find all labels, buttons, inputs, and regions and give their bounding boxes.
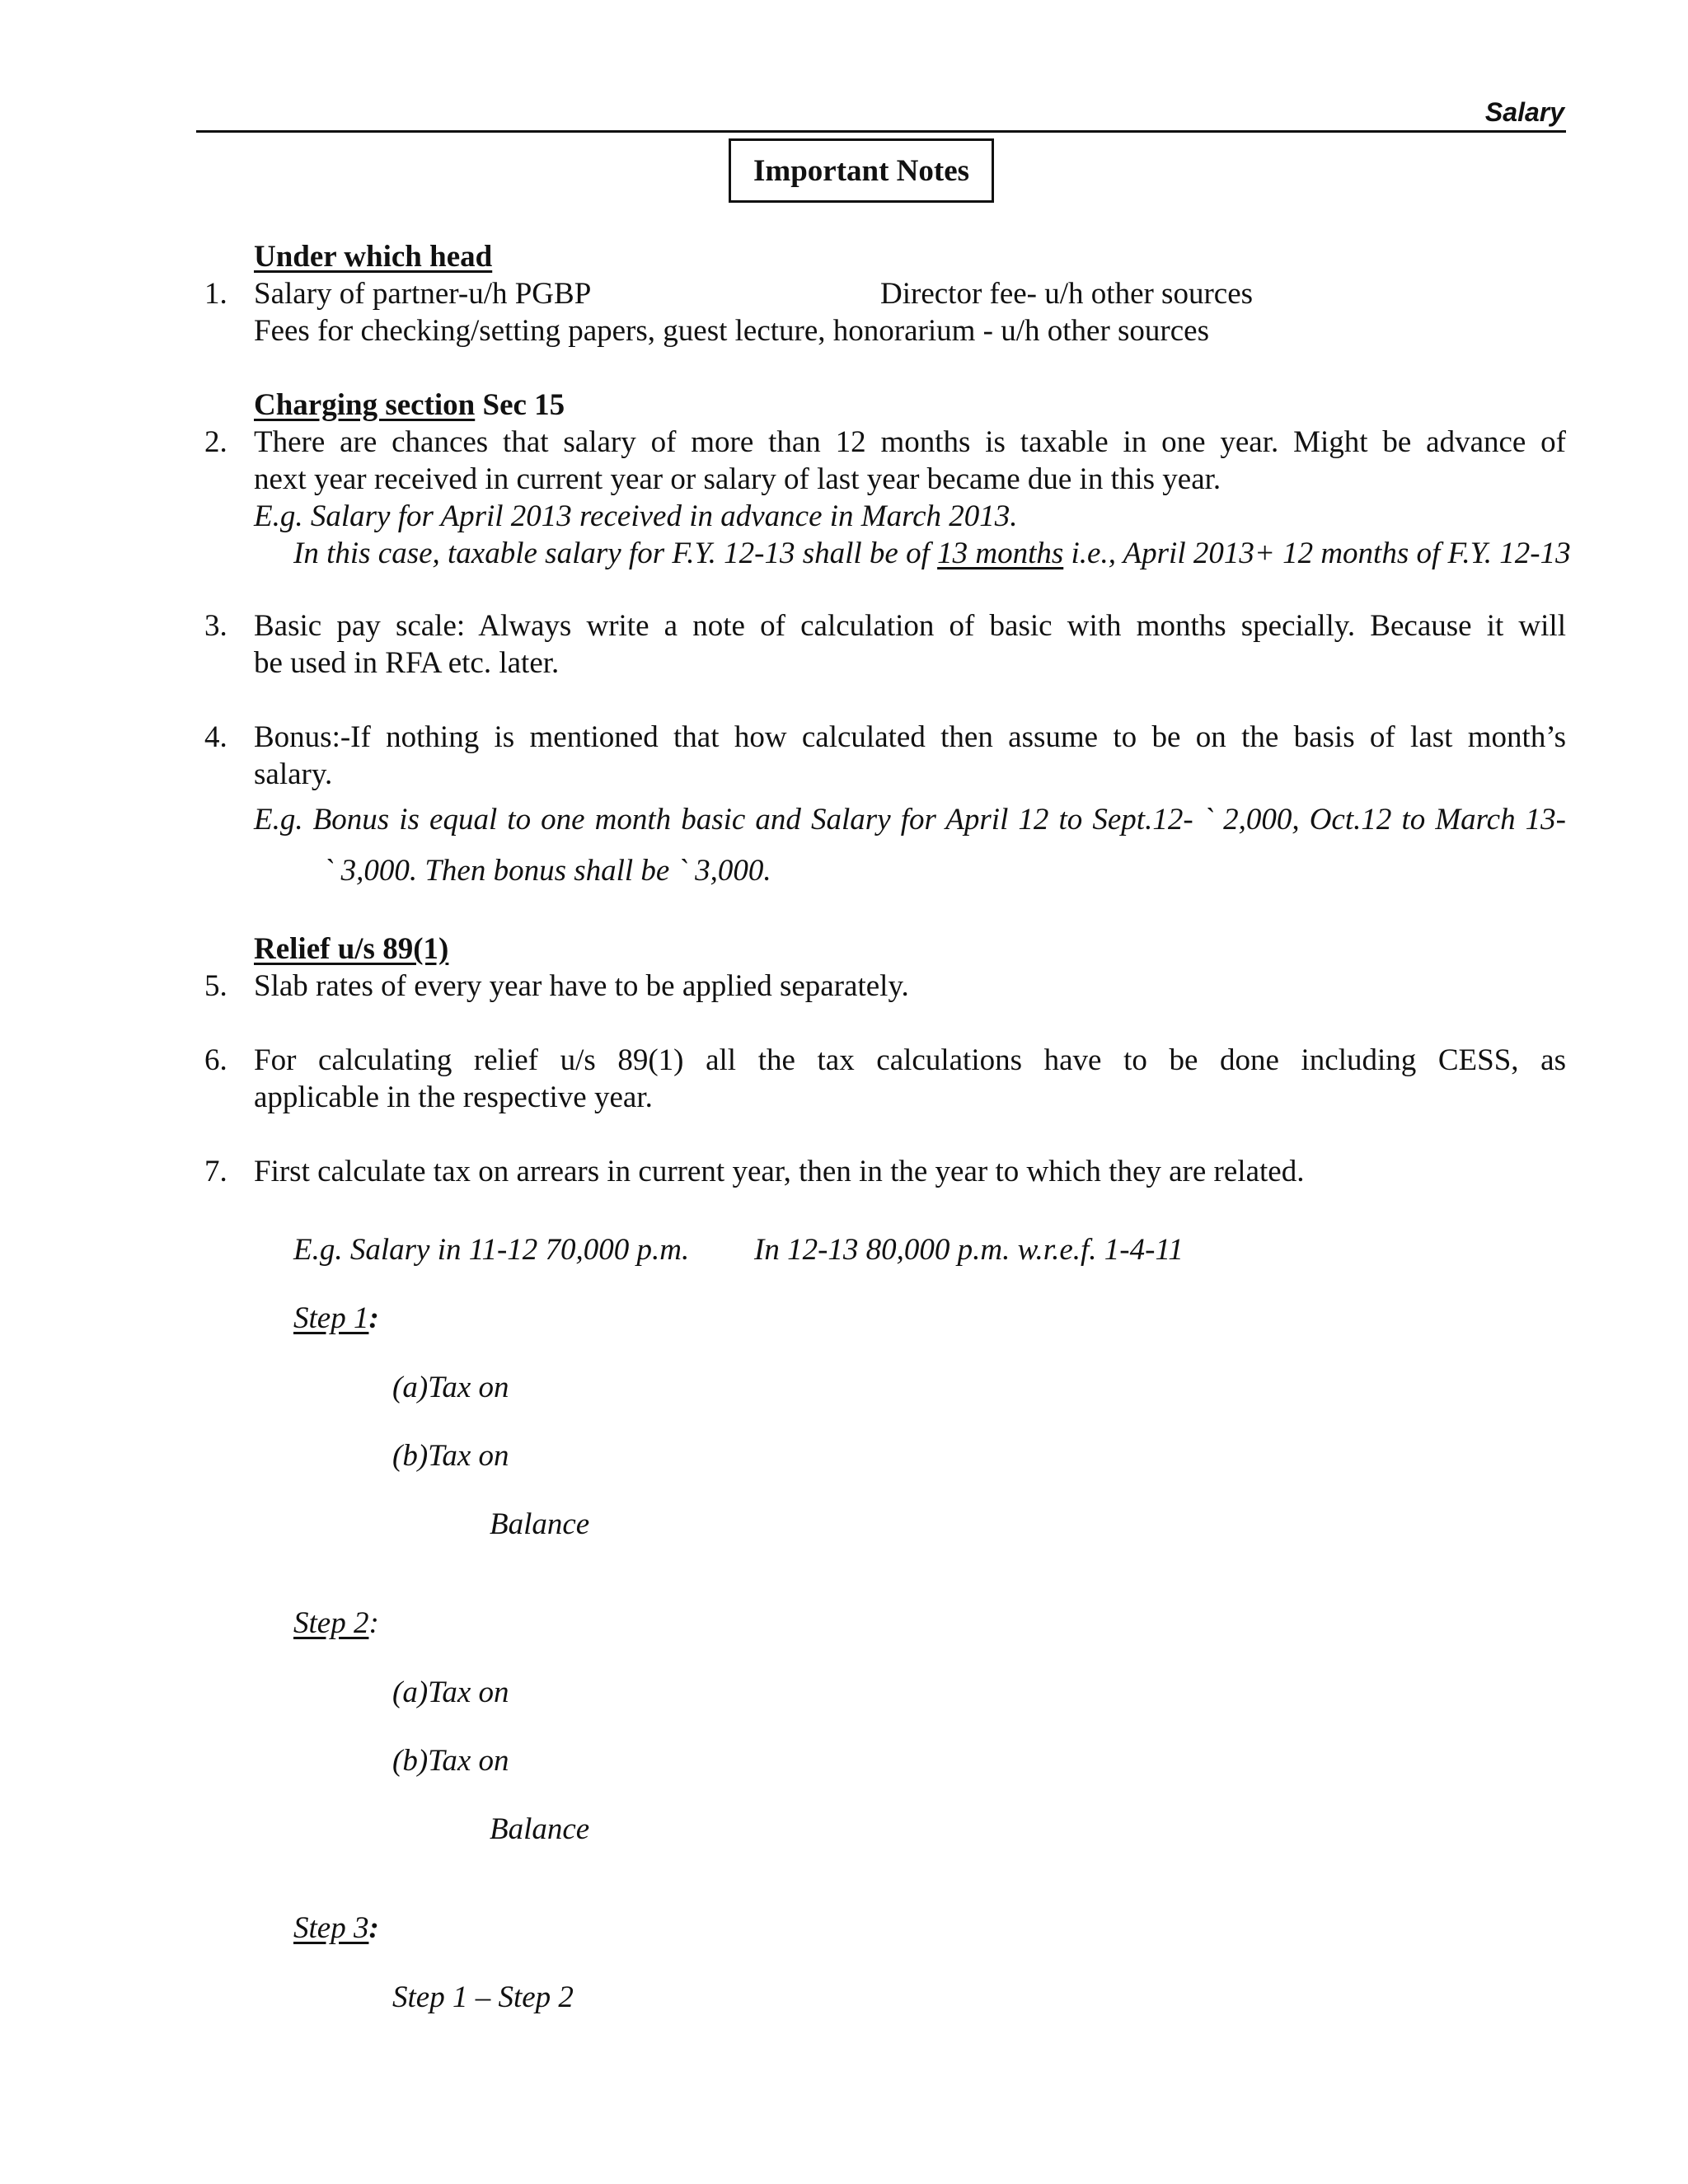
item-4-example-2: ` 3,000. Then bonus shall be ` 3,000. (323, 854, 771, 888)
item-3-line-1: Basic pay scale: Always write a note of calculation of basic with months specially. Because it will (254, 609, 1566, 643)
item-number-2: 2. (204, 425, 227, 459)
heading-relief: Relief u/s 89(1) (254, 932, 449, 966)
step-1-heading (293, 1301, 379, 1336)
step-1-a: (a)Tax on (392, 1371, 509, 1404)
step-3-calc: Step 1 – Step 2 (392, 1980, 574, 2014)
step-1-b: (b)Tax on (392, 1439, 509, 1473)
step-3-label: Step 3 (293, 1911, 369, 1945)
item-1-left: Salary of partner-u/h PGBP (254, 277, 592, 311)
page-title: Important Notes (753, 153, 970, 188)
item-7-example-left: E.g. Salary in 11-12 70,000 p.m. (293, 1233, 690, 1267)
item-2-line-2: next year received in current year or salary of last year became due in this year. (254, 462, 1221, 496)
item-number-4: 4. (204, 720, 227, 754)
item-2-case-a: In this case, taxable salary for F.Y. 12-13 shall be of (293, 537, 938, 570)
item-number-6: 6. (204, 1043, 227, 1077)
item-2-case-b: i.e., April 2013+ 12 months of F.Y. 12-13 (1063, 537, 1571, 570)
item-4-example-1: E.g. Bonus is equal to one month basic and Salary for April 12 to Sept.12- ` 2,000, Oct.12 to March 13- (254, 803, 1566, 837)
item-number-7: 7. (204, 1155, 227, 1188)
item-7-example-right: In 12-13 80,000 p.m. w.r.e.f. 1-4-11 (754, 1233, 1184, 1267)
heading-under-which-head: Under which head (254, 240, 493, 274)
item-1-right: Director fee- u/h other sources (880, 277, 1254, 311)
step-2-colon: : (368, 1606, 379, 1640)
header-rule (196, 130, 1566, 133)
step-1-colon: : (368, 1301, 379, 1335)
item-2-case-underlined: 13 months (937, 537, 1064, 570)
step-2-heading (293, 1605, 379, 1641)
item-number-1: 1. (204, 277, 227, 311)
step-2-b: (b)Tax on (392, 1744, 509, 1778)
heading-charging-section (254, 387, 565, 423)
step-3-colon: : (368, 1911, 379, 1945)
item-number-5: 5. (204, 969, 227, 1003)
item-6-line-2: applicable in the respective year. (254, 1080, 653, 1114)
item-2-line-1: There are chances that salary of more than 12 months is taxable in one year. Might be advance of (254, 425, 1566, 459)
title-box (729, 138, 994, 203)
running-header: Salary (1484, 97, 1564, 127)
heading-charging-section-ref: Sec 15 (482, 388, 565, 422)
step-1-balance: Balance (490, 1507, 590, 1541)
item-4-line-2: salary. (254, 757, 333, 791)
item-3-line-2: be used in RFA etc. later. (254, 646, 560, 680)
item-7: First calculate tax on arrears in current year, then in the year to which they are related. (254, 1155, 1305, 1188)
heading-charging-section-label: Charging section (254, 388, 476, 422)
item-5: Slab rates of every year have to be applied separately. (254, 969, 909, 1003)
step-3-heading (293, 1910, 379, 1946)
item-2-example: E.g. Salary for April 2013 received in advance in March 2013. (254, 499, 1018, 533)
step-2-label: Step 2 (293, 1606, 369, 1640)
step-1-label: Step 1 (293, 1301, 369, 1335)
step-2-balance: Balance (490, 1812, 590, 1846)
step-2-a: (a)Tax on (392, 1675, 509, 1709)
item-2-case (293, 536, 1571, 571)
item-4-line-1: Bonus:-If nothing is mentioned that how calculated then assume to be on the basis of last month’s (254, 720, 1566, 754)
item-number-3: 3. (204, 609, 227, 643)
item-1-line-2: Fees for checking/setting papers, guest lecture, honorarium - u/h other sources (254, 314, 1209, 348)
item-6-line-1: For calculating relief u/s 89(1) all the tax calculations have to be done including CESS, as (254, 1043, 1566, 1077)
